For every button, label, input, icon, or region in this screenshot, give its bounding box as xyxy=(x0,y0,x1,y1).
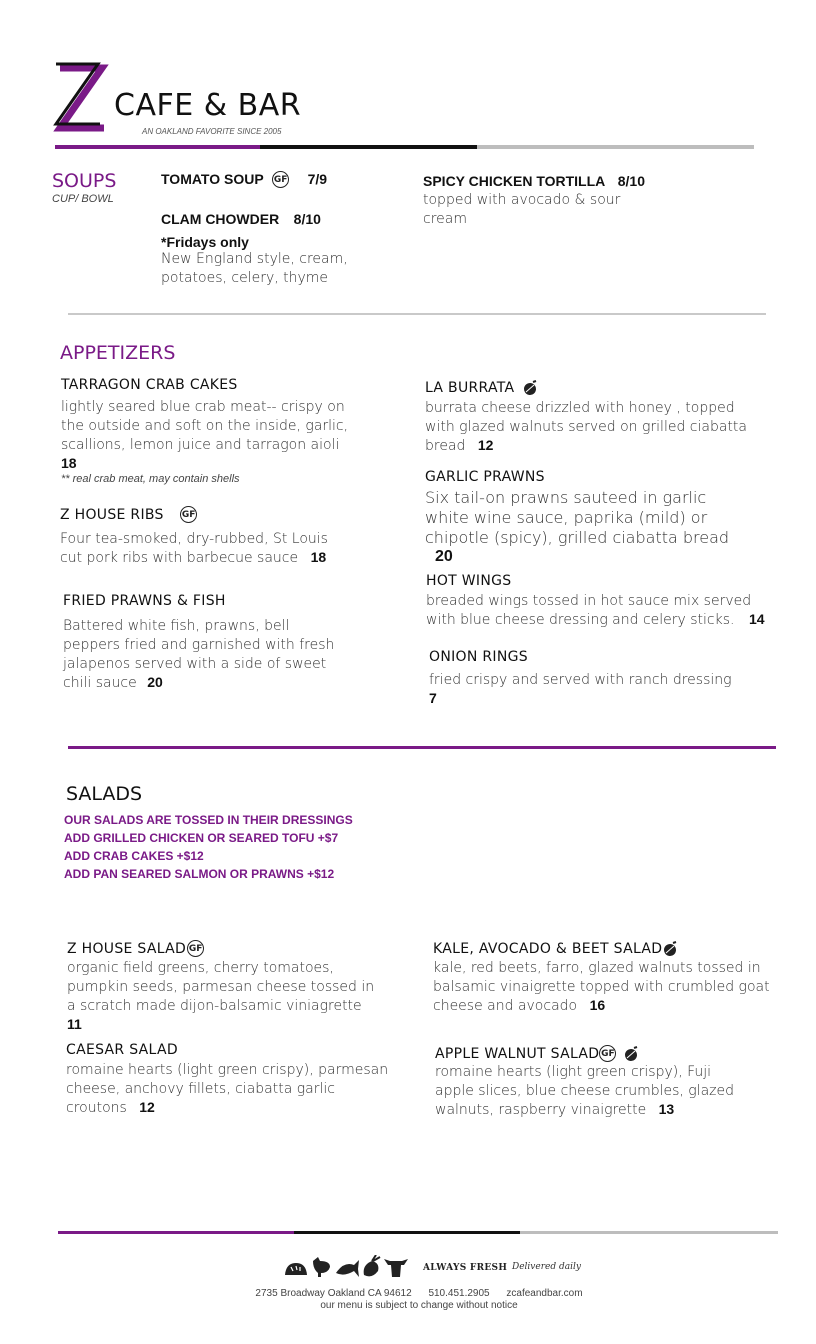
salad-description: romaine hearts (light green crispy), Fuji apple slices, blue cheese crumbles, glazed walnuts, raspberry vinaigrette xyxy=(435,1064,735,1118)
nut-icon xyxy=(662,941,678,957)
appetizer-item xyxy=(425,379,765,456)
salad-item xyxy=(433,940,778,1016)
appetizer-item xyxy=(426,573,771,630)
soup-item xyxy=(161,171,391,189)
soups-subtitle: CUP/ BOWL xyxy=(52,193,114,205)
appetizer-price: 7 xyxy=(429,690,437,706)
soup-price: 7/9 xyxy=(307,171,328,187)
salad-body xyxy=(435,1063,750,1120)
soup-price: 8/10 xyxy=(617,173,645,189)
salad-description: romaine hearts (light green crispy), parmesan cheese, anchovy fillets, ciabatta garlic croutons xyxy=(66,1062,389,1116)
salad-body xyxy=(66,1061,394,1118)
appetizer-price: 12 xyxy=(477,437,494,453)
brand-name: CAFE & BAR xyxy=(114,88,302,123)
appetizer-description: burrata cheese drizzled with honey , topped with glazed walnuts served on grilled ciabatta bread xyxy=(425,400,747,454)
salad-item xyxy=(435,1045,765,1120)
gluten-free-icon: GF xyxy=(599,1045,616,1062)
appetizer-body xyxy=(426,592,771,630)
salad-item xyxy=(67,940,397,1032)
appetizer-name: ONION RINGS xyxy=(429,649,528,665)
soup-name: SPICY CHICKEN TORTILLA xyxy=(423,173,606,189)
appetizer-price: 20 xyxy=(435,548,453,565)
soup-name: CLAM CHOWDER xyxy=(161,211,280,227)
appetizer-description: Six tail-on prawns sauteed in garlic white wine sauce, paprika (mild) or chipotle (spicy), grilled ciabatta bread xyxy=(425,488,730,547)
soups-title: SOUPS xyxy=(52,170,117,192)
salad-description: organic field greens, cherry tomatoes, pumpkin seeds, parmesan cheese tossed in a scratch made dijon-balsamic viniagrette xyxy=(67,960,375,1014)
salad-note: ADD PAN SEARED SALMON OR PRAWNS +$12 xyxy=(64,867,335,881)
cow-icon xyxy=(384,1255,408,1279)
footer-script: Delivered daily xyxy=(512,1262,581,1272)
appetizer-item xyxy=(63,593,348,693)
nut-icon xyxy=(522,380,538,396)
appetizer-price: 20 xyxy=(147,674,163,690)
appetizer-description: breaded wings tossed in hot sauce mix served with blue cheese dressing and celery sticks. xyxy=(426,593,752,628)
divider-appetizers xyxy=(68,746,776,749)
salad-price: 12 xyxy=(139,1099,155,1115)
appetizer-item xyxy=(425,469,755,566)
divider-top-gray xyxy=(477,145,754,149)
footer-contact xyxy=(0,1288,816,1299)
appetizer-item xyxy=(61,377,361,485)
z-logo-icon xyxy=(52,60,112,136)
salad-name: CAESAR SALAD xyxy=(66,1042,178,1058)
salad-price: 11 xyxy=(67,1016,82,1032)
appetizer-name: Z HOUSE RIBS xyxy=(60,507,164,523)
salad-note: ADD CRAB CAKES +$12 xyxy=(64,849,204,863)
appetizer-body xyxy=(60,530,345,568)
appetizer-name: LA BURRATA xyxy=(425,380,515,396)
footer-phone[interactable]: 510.451.2905 xyxy=(428,1288,490,1299)
logo xyxy=(52,60,332,140)
soup-note: *Fridays only xyxy=(161,234,249,250)
appetizer-price: 18 xyxy=(310,549,327,565)
footer-icons xyxy=(284,1255,414,1281)
gluten-free-icon: GF xyxy=(180,506,197,523)
salads-notes xyxy=(64,811,353,883)
vegetable-icon xyxy=(360,1255,382,1279)
appetizer-description: Four tea-smoked, dry-rubbed, St Louis cut pork ribs with barbecue sauce xyxy=(60,531,328,566)
soup-item xyxy=(423,173,653,229)
appetizer-description: lightly seared blue crab meat-- crispy on the outside and soft on the inside, garlic, scallions, lemon juice and tarragon aioli xyxy=(61,399,349,453)
appetizer-body xyxy=(425,399,755,456)
appetizer-price: 18 xyxy=(61,455,77,471)
footer-disclaimer: our menu is subject to change without notice xyxy=(320,1300,518,1311)
footer-slogan: ALWAYS FRESH xyxy=(423,1263,508,1273)
salad-price: 13 xyxy=(658,1101,675,1117)
footer-address: 2735 Broadway Oakland CA 94612 xyxy=(255,1288,412,1299)
appetizer-body xyxy=(63,617,341,693)
divider-bottom-purple xyxy=(58,1231,294,1234)
brand-tagline: AN OAKLAND FAVORITE SINCE 2005 xyxy=(142,127,282,136)
nut-icon xyxy=(623,1046,639,1062)
appetizer-name: GARLIC PRAWNS xyxy=(425,469,545,485)
gluten-free-icon: GF xyxy=(187,940,204,957)
appetizer-name: TARRAGON CRAB CAKES xyxy=(61,377,238,393)
soup-description: topped with avocado & sour cream xyxy=(423,192,621,227)
divider-top-purple xyxy=(55,145,260,149)
salad-name: KALE, AVOCADO & BEET SALAD xyxy=(433,941,663,957)
appetizer-note: ** real crab meat, may contain shells xyxy=(61,473,240,485)
gluten-free-icon: GF xyxy=(272,171,289,188)
appetizer-item xyxy=(429,649,759,706)
appetizer-body xyxy=(425,488,750,566)
appetizer-description: Battered white fish, prawns, bell peppers fried and garnished with fresh jalapenos served with a side of sweet chili sauce xyxy=(63,618,335,691)
appetizers-title: APPETIZERS xyxy=(60,342,176,364)
divider-soups xyxy=(68,313,766,315)
appetizer-name: HOT WINGS xyxy=(426,573,512,589)
salad-item xyxy=(66,1042,396,1118)
salad-description: kale, red beets, farro, glazed walnuts tossed in balsamic vinaigrette topped with crumbled goat cheese and avocado xyxy=(433,960,770,1014)
footer-website[interactable]: zcafeandbar.com xyxy=(506,1288,583,1299)
appetizer-item xyxy=(60,506,360,568)
appetizer-price: 14 xyxy=(748,611,765,627)
divider-bottom-gray xyxy=(520,1231,778,1234)
salad-body xyxy=(433,959,778,1016)
salad-name: APPLE WALNUT SALAD xyxy=(435,1046,600,1062)
soup-item xyxy=(161,211,361,288)
soup-name: TOMATO SOUP xyxy=(161,171,264,187)
fish-icon xyxy=(334,1257,360,1279)
appetizer-description: fried crispy and served with ranch dressing xyxy=(429,672,732,688)
salads-title: SALADS xyxy=(66,783,143,805)
soup-description: New England style, cream, potatoes, celery, thyme xyxy=(161,251,348,286)
salad-name: Z HOUSE SALAD xyxy=(67,941,187,957)
salad-note: ADD GRILLED CHICKEN OR SEARED TOFU +$7 xyxy=(64,831,339,845)
divider-top-black xyxy=(260,145,477,149)
divider-bottom-black xyxy=(294,1231,520,1234)
appetizer-name: FRIED PRAWNS & FISH xyxy=(63,593,226,609)
bread-icon xyxy=(284,1257,308,1279)
soup-price: 8/10 xyxy=(293,211,321,227)
salad-note: OUR SALADS ARE TOSSED IN THEIR DRESSINGS xyxy=(64,813,353,827)
salad-price: 16 xyxy=(589,997,606,1013)
chicken-icon xyxy=(310,1255,332,1279)
